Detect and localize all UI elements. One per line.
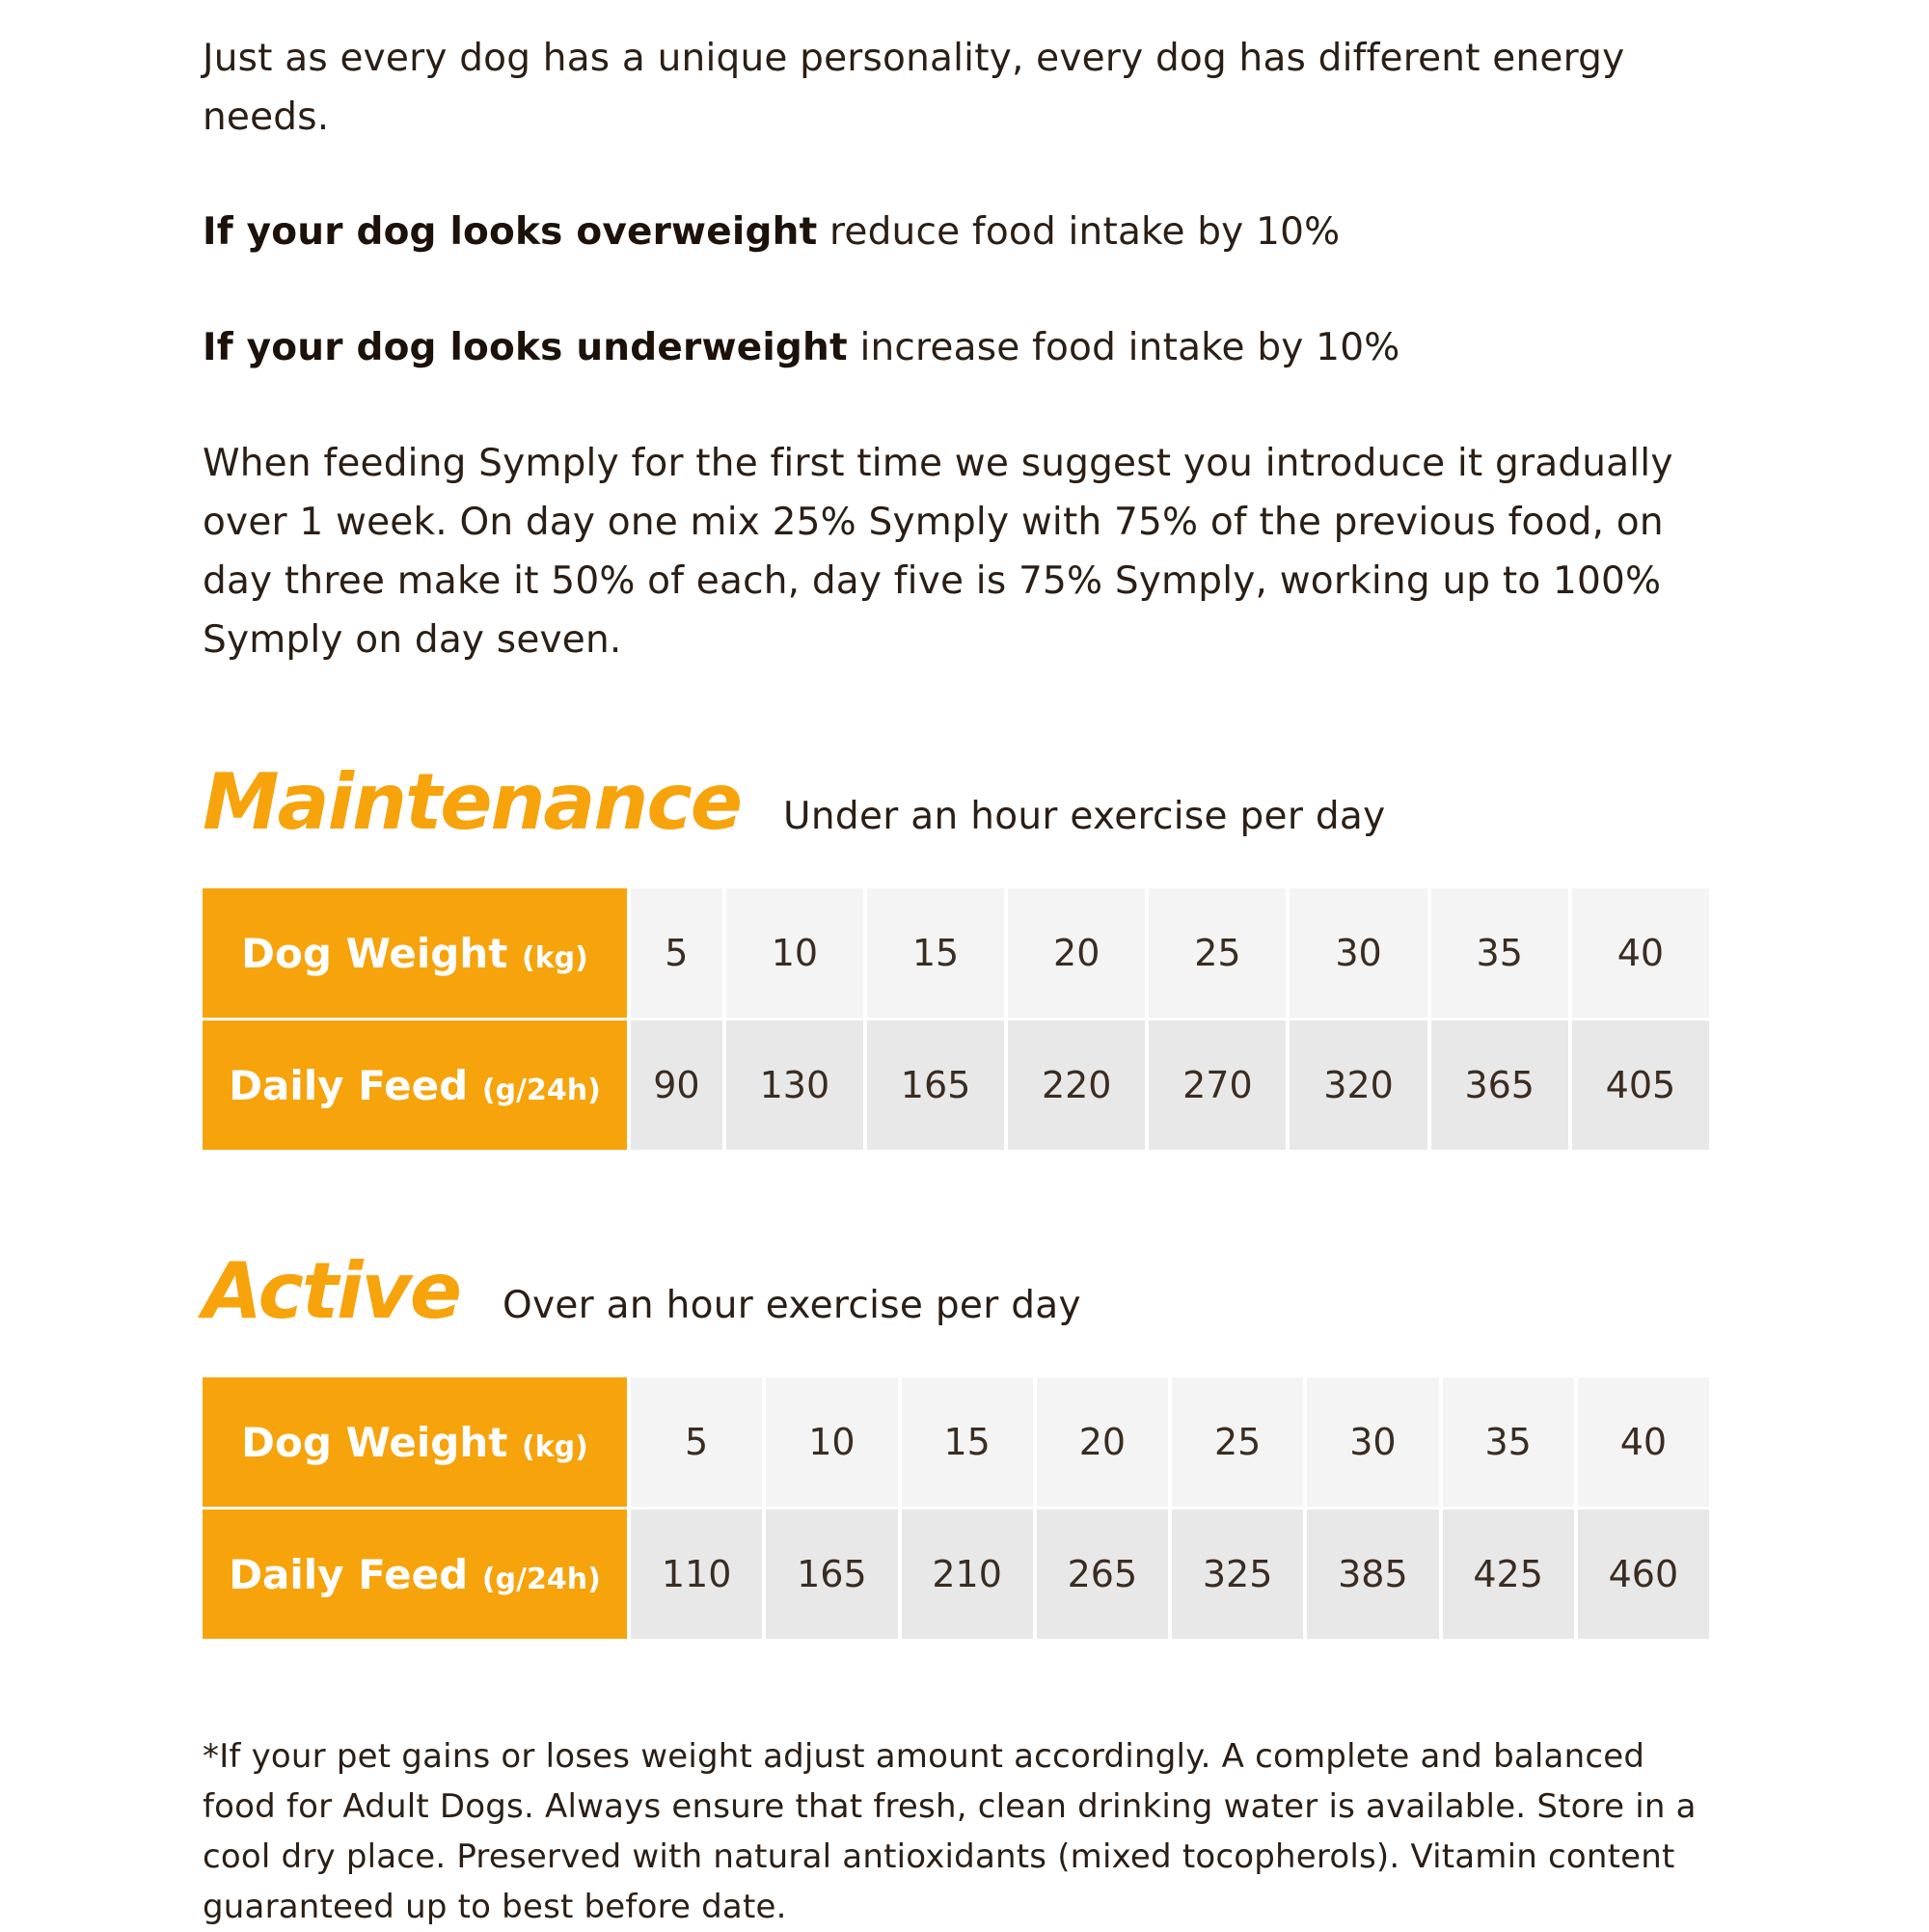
table-cell: 320 — [1290, 1020, 1426, 1150]
table-cell: 460 — [1578, 1510, 1709, 1639]
table-cell: 10 — [726, 888, 863, 1018]
overweight-label: If your dog looks overweight — [203, 210, 818, 254]
active-title: Active — [203, 1246, 460, 1336]
table-cell: 15 — [867, 888, 1004, 1018]
table-cell: 10 — [766, 1377, 897, 1507]
table-cell: 210 — [902, 1510, 1033, 1639]
table-cell: 25 — [1149, 888, 1286, 1018]
table-cell: 165 — [766, 1510, 897, 1639]
maintenance-table — [199, 885, 1713, 1153]
underweight-advice — [203, 318, 1399, 377]
table-row — [203, 1377, 1709, 1507]
table-cell: 365 — [1431, 1020, 1568, 1150]
label-unit: (g/24h) — [481, 1073, 601, 1107]
table-cell: 110 — [631, 1510, 762, 1639]
table-cell: 425 — [1443, 1510, 1574, 1639]
maintenance-subtitle: Under an hour exercise per day — [783, 795, 1386, 838]
active-heading — [203, 1246, 1081, 1336]
table-cell: 220 — [1008, 1020, 1145, 1150]
label-text: Dog Weight — [241, 1418, 508, 1466]
table-row — [203, 1020, 1709, 1150]
label-text: Dog Weight — [241, 929, 508, 977]
table-cell: 385 — [1307, 1510, 1438, 1639]
table-cell: 40 — [1578, 1377, 1709, 1507]
label-unit: (kg) — [521, 1429, 588, 1464]
table-cell: 5 — [631, 888, 722, 1018]
table-cell: 5 — [631, 1377, 762, 1507]
daily-feed-label — [203, 1020, 627, 1150]
table-cell: 270 — [1149, 1020, 1286, 1150]
maintenance-title: Maintenance — [203, 757, 742, 847]
table-row — [203, 888, 1709, 1018]
label-text: Daily Feed — [229, 1550, 469, 1598]
table-cell: 35 — [1431, 888, 1568, 1018]
intro-paragraph: Just as every dog has a unique personality, every dog has different energy needs. — [203, 37, 1625, 139]
underweight-text: increase food intake by 10% — [847, 326, 1400, 369]
label-unit: (g/24h) — [481, 1562, 601, 1596]
table-cell: 20 — [1037, 1377, 1168, 1507]
daily-feed-label — [203, 1510, 627, 1639]
table-cell: 35 — [1443, 1377, 1574, 1507]
table-cell: 265 — [1037, 1510, 1168, 1639]
footnote: *If your pet gains or loses weight adjust amount accordingly. A complete and balanced food for Adult Dogs. Always ensure that fresh, clean drinking water is available. Store in a cool dry place. Preserved with natural antioxidants (mixed tocopherols). Vitamin content guaranteed up to best before date. — [203, 1737, 1697, 1926]
active-table — [199, 1374, 1713, 1642]
table-cell: 130 — [726, 1020, 863, 1150]
label-unit: (kg) — [521, 940, 588, 975]
dog-weight-label — [203, 1377, 627, 1507]
table-cell: 325 — [1172, 1510, 1303, 1639]
table-cell: 30 — [1307, 1377, 1438, 1507]
maintenance-heading — [203, 757, 1386, 847]
table-cell: 15 — [902, 1377, 1033, 1507]
underweight-label: If your dog looks underweight — [203, 326, 848, 369]
active-subtitle: Over an hour exercise per day — [502, 1284, 1081, 1327]
table-cell: 30 — [1290, 888, 1426, 1018]
table-cell: 40 — [1572, 888, 1709, 1018]
table-cell: 405 — [1572, 1020, 1709, 1150]
overweight-text: reduce food intake by 10% — [817, 210, 1341, 254]
overweight-advice — [203, 203, 1340, 261]
table-cell: 20 — [1008, 888, 1145, 1018]
dog-weight-label — [203, 888, 627, 1018]
table-cell: 165 — [867, 1020, 1004, 1150]
table-row — [203, 1510, 1709, 1639]
label-text: Daily Feed — [229, 1061, 469, 1109]
table-cell: 90 — [631, 1020, 722, 1150]
transition-paragraph: When feeding Symply for the first time we suggest you introduce it gradually over 1 week. On day one mix 25% Symply with 75% of the previous food, on day three make it 50% of each, day five is 75% Symply, working up to 100% Symply on day seven. — [203, 442, 1673, 662]
table-cell: 25 — [1172, 1377, 1303, 1507]
